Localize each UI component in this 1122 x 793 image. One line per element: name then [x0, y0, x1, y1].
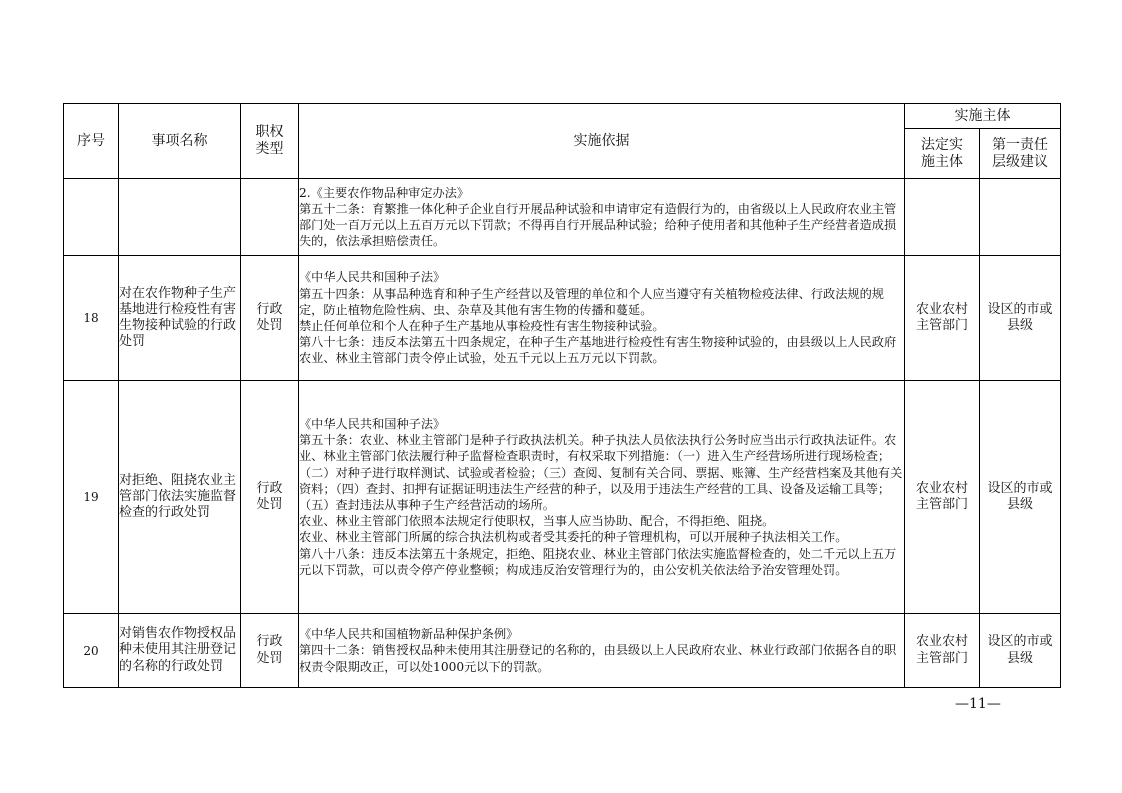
page-number: —11— [955, 696, 1001, 712]
subject-body [905, 256, 980, 381]
power-type [241, 256, 299, 381]
power-type-text: 行政处罚 [256, 634, 283, 666]
header-seq: 序号 [64, 104, 119, 179]
responsibility-level-text: 设区的市或县级 [987, 301, 1053, 333]
basis-paragraph: 《中华人民共和国植物新品种保护条例》 [299, 627, 519, 642]
power-type [241, 381, 299, 614]
power-type [241, 179, 299, 256]
table-row [64, 179, 1061, 256]
table-row [64, 381, 1061, 614]
basis-paragraph: 农业、林业主管部门依照本法规定行使职权，当事人应当协助、配合，不得拒绝、阻挠。 [299, 514, 775, 529]
responsibility-level-text: 设区的市或县级 [987, 634, 1053, 666]
row-number: 18 [64, 256, 119, 381]
basis-paragraph: 第五十二条：育繁推一体化种子企业自行开展品种试验和申请审定有造假行为的，由省级以上人民政府农业主管部门处一百万元以上五百万元以下罚款；不得再自行开展品种试验；给种子使用者和其他种子生产经营者造成损失的，依法承担赔偿责任。 [299, 201, 897, 249]
basis-paragraph: 第四十二条：销售授权品种未使用其注册登记的名称的，由县级以上人民政府农业、林业行政部门依据各自的职权责令限期改正，可以处1000元以下的罚款。 [299, 643, 897, 674]
basis-paragraph: 第五十四条：从事品种选育和种子生产经营以及管理的单位和个人应当遵守有关植物检疫法律、行政法规的规定，防止植物危险性病、虫、杂草及其他有害生物的传播和蔓延。 [299, 286, 884, 317]
power-type-text: 行政处罚 [256, 301, 283, 333]
header-name: 事项名称 [119, 104, 241, 179]
basis-paragraph: 《中华人民共和国种子法》 [299, 416, 446, 431]
item-name: 对在农作物种子生产基地进行检疫性有害生物接种试验的行政处罚 [119, 256, 241, 381]
responsibility-level [980, 614, 1061, 688]
header-subject-group: 实施主体 [905, 104, 1061, 129]
subject-body-text: 农业农村主管部门 [915, 480, 968, 512]
header-subject-legal [905, 129, 980, 179]
header-type-text: 职权类型 [255, 124, 284, 157]
subject-body [905, 381, 980, 614]
basis-paragraph: 第八十八条：违反本法第五十条规定，拒绝、阻挠农业、林业主管部门依法实施监督检查的，处二千元以上五万元以下罚款，可以责令停产停业整顿；构成违反治安管理行为的，由公安机关依法给予治安管理处罚。 [299, 546, 897, 577]
table-row [64, 614, 1061, 688]
responsibility-level [980, 179, 1061, 256]
header-type [241, 104, 299, 179]
basis-paragraph: 2.《主要农作物品种审定办法》 [299, 185, 470, 200]
table-row [64, 256, 1061, 381]
basis-paragraph: 《中华人民共和国种子法》 [299, 270, 446, 285]
item-name: 对销售农作物授权品种未使用其注册登记的名称的行政处罚 [119, 614, 241, 688]
basis-paragraph: 第五十条：农业、林业主管部门是种子行政执法机关。种子执法人员依法执行公务时应当出示行政执法证件。农业、林业主管部门依法履行种子监督检查职责时，有权采取下列措施：（一）进入生产经营场所进行现场检查；（二）对种子进行取样测试、试验或者检验；（三）查阅、复制有关合同、票据、账簿、生产经营档案及其他有关资料；（四）查封、扣押有证据证明违法生产经营的种子，以及用于违法生产经营的工具、设备及运输工具等；（五）查封违法从事种子生产经营活动的场所。 [299, 433, 903, 512]
subject-body [905, 179, 980, 256]
header-subject-level [980, 129, 1061, 179]
basis-cell [299, 381, 905, 614]
header-basis: 实施依据 [299, 104, 905, 179]
basis-cell [299, 256, 905, 381]
row-number: 19 [64, 381, 119, 614]
basis-cell [299, 614, 905, 688]
item-name: 对拒绝、阻挠农业主管部门依法实施监督检查的行政处罚 [119, 381, 241, 614]
basis-paragraph: 第八十七条：违反本法第五十四条规定，在种子生产基地进行检疫性有害生物接种试验的，由县级以上人民政府农业、林业主管部门责令停止试验，处五千元以上五万元以下罚款。 [299, 335, 897, 366]
responsibility-level-text: 设区的市或县级 [987, 480, 1053, 512]
item-name [119, 179, 241, 256]
responsibility-level [980, 256, 1061, 381]
subject-body-text: 农业农村主管部门 [915, 301, 968, 333]
subject-body-text: 农业农村主管部门 [915, 634, 968, 666]
enforcement-table [63, 103, 1061, 688]
power-type [241, 614, 299, 688]
subject-body [905, 614, 980, 688]
row-number: 20 [64, 614, 119, 688]
basis-paragraph: 禁止任何单位和个人在种子生产基地从事检疫性有害生物接种试验。 [299, 319, 665, 333]
power-type-text: 行政处罚 [256, 480, 283, 512]
responsibility-level [980, 381, 1061, 614]
basis-cell [299, 179, 905, 256]
header-subject-level-text: 第一责任层级建议 [992, 136, 1048, 170]
header-subject-legal-text: 法定实施主体 [921, 136, 963, 170]
basis-paragraph: 农业、林业主管部门所属的综合执法机构或者受其委托的种子管理机构，可以开展种子执法相关工作。 [299, 530, 848, 545]
row-number [64, 179, 119, 256]
